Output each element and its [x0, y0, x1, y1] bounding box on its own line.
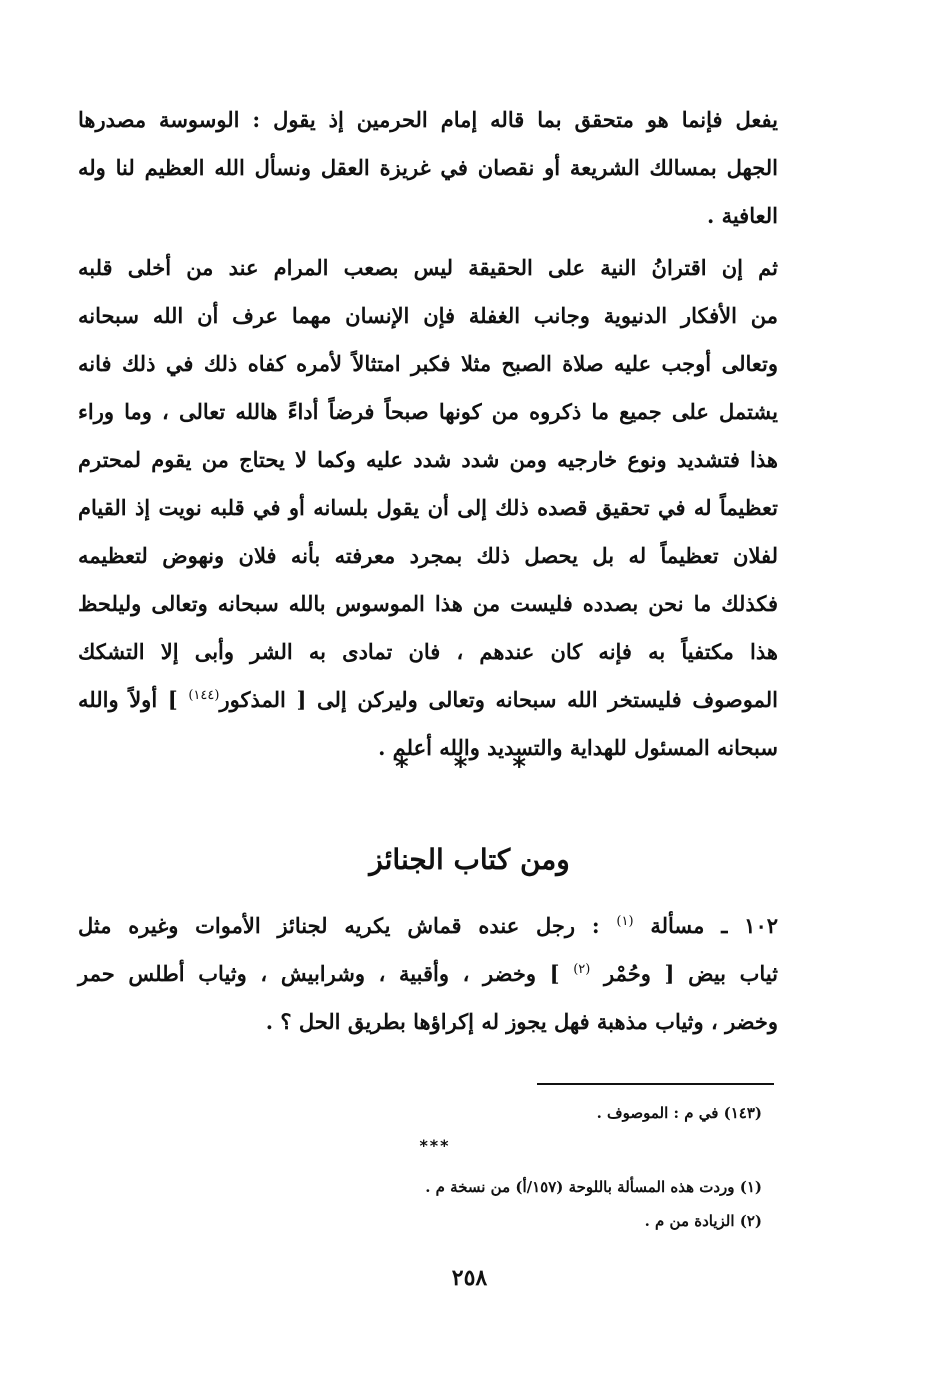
paragraph-2-line: سبحانه المسئول للهداية والتسديد والله أعلم .: [378, 735, 778, 760]
footnotes-block: [330, 1170, 762, 1238]
paragraph-1-line: العافية .: [706, 203, 778, 228]
paragraph-1: [78, 96, 778, 240]
question-line: [78, 950, 778, 998]
footnote-ref-1[interactable]: (١): [616, 914, 634, 929]
section-separator-stars: * * *: [395, 752, 544, 782]
paragraph-2-line: وتعالى أوجب عليه صلاة الصبح مثلا فكبر امتثالاً لأمره كفاه ذلك في ذلك فانه: [78, 351, 778, 376]
footnote-separator-stars: ***: [419, 1136, 451, 1155]
line-text: الموصوف فليستخر الله سبحانه وتعالى وليركن إلى [ المذكور: [219, 687, 778, 712]
paragraph-2-line: هذا فتشديد ونوع خارجيه ومن شدد شدد عليه وكما لا يحتاج من يقوم لمحترم: [78, 447, 778, 472]
footnote-ref-2[interactable]: (٢): [573, 962, 591, 977]
line-text: ثياب بيض [ وحُمْر: [604, 961, 779, 986]
question-line: وخضر ، وثياب مذهبة فهل يجوز له إكراؤها بطريق الحل ؟ .: [265, 1009, 778, 1034]
paragraph-2-line: هذا مكتفياً به فإنه كان عندهم ، فان تمادى به الشر وأبى إلا التشكك: [78, 639, 778, 664]
footnote-ref-144[interactable]: (١٤٤): [188, 688, 220, 703]
line-text: ] وخضر ، وأقبية ، وشرابيش ، وثياب أطلس حمر: [78, 961, 560, 986]
paragraph-2-line-with-ref: [78, 676, 778, 724]
page-number: ٢٥٨: [451, 1265, 488, 1291]
question-line: [78, 902, 778, 950]
section-heading: ومن كتاب الجنائز: [369, 843, 570, 876]
paragraph-2-line: تعظيماً له في تحقيق قصده ذلك إلى أن يقول بلسانه أو في قلبه نويت إذ القيام: [78, 495, 778, 520]
paragraph-2: [78, 244, 778, 772]
paragraph-2-line: ثم إن اقترانُ النية على الحقيقة ليس بصعب المرام عند من أخلى قلبه: [78, 255, 778, 280]
footnote-1: (١) وردت هذه المسألة باللوحة (١٥٧/أ) من نسخة م .: [425, 1178, 762, 1196]
footnote-2: (٢) الزيادة من م .: [644, 1212, 762, 1230]
paragraph-2-line: فكذلك ما نحن بصدده فليست من هذا الموسوس بالله سبحانه وتعالى وليلحظ: [78, 591, 778, 616]
paragraph-2-line: يشتمل على جميع ما ذكروه من كونها صبحاً فرضاً أداءً هالله تعالى ، وما وراء: [78, 399, 778, 424]
paragraph-1-line: الجهل بمسالك الشريعة أو نقصان في غريزة العقل ونسأل الله العظيم لنا وله: [78, 155, 778, 180]
paragraph-1-line: يفعل فإنما هو متحقق بما قاله إمام الحرمين إذ يقول : الوسوسة مصدرها: [78, 107, 778, 132]
question-paragraph: [78, 902, 778, 1046]
line-text: ] أولاً والله: [78, 687, 178, 712]
footnote-143: (١٤٣) في م : الموصوف .: [596, 1104, 762, 1122]
question-number: ١٠٢ ـ مسألة: [650, 913, 779, 938]
footnote-divider: [537, 1083, 774, 1085]
paragraph-2-line: لفلان تعظيماً له بل يحصل ذلك بمجرد معرفته بأنه فلان ونهوض لتعظيمه: [78, 543, 778, 568]
line-text: : رجل عنده قماش يكريه لجنائز الأموات وغيره مثل: [78, 913, 600, 938]
footnote-143-block: [330, 1096, 762, 1130]
paragraph-2-line: من الأفكار الدنيوية وجانب الغفلة فإن الإنسان مهما عرف أن الله سبحانه: [78, 303, 778, 328]
